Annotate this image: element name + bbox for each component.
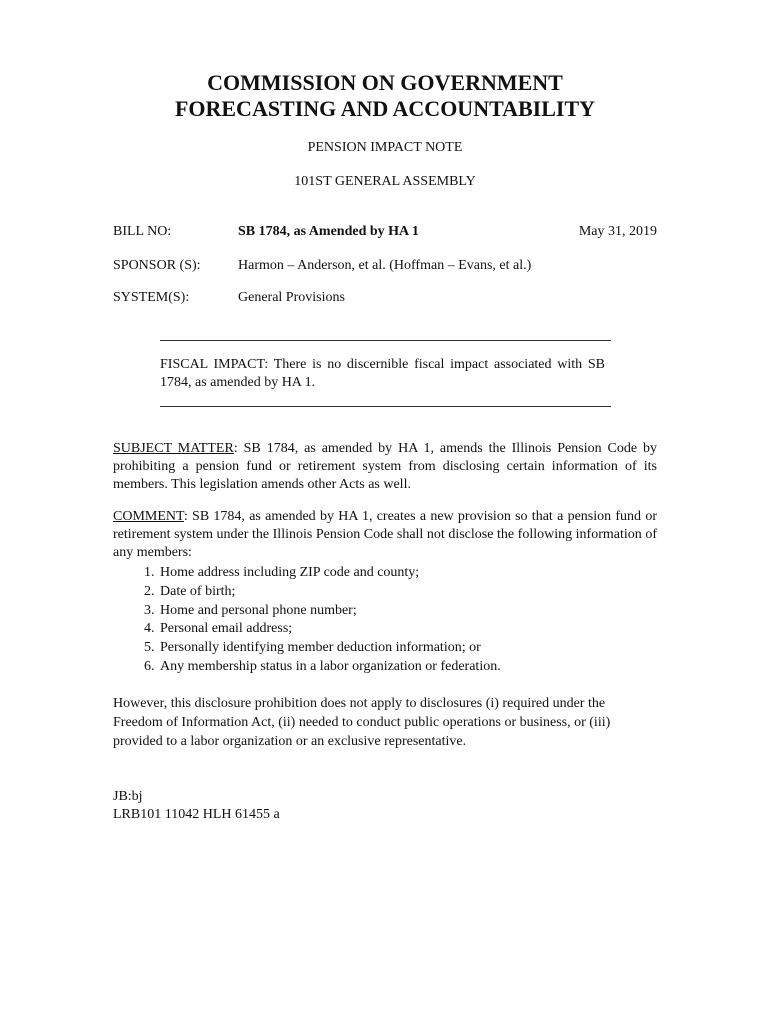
- list-item: 6. Any membership status in a labor organization or federation.: [158, 658, 658, 677]
- subject-matter-text: : SB 1784, as amended by HA 1, amends the Illinois Pension Code by prohibiting a pension fund or retirement system from disclosing certain information of its members. This legislation amends other Acts as well.: [113, 441, 657, 492]
- list-item: 2. Date of birth;: [158, 583, 658, 602]
- divider-top: [160, 340, 611, 341]
- list-item: 1. Home address including ZIP code and county;: [158, 564, 658, 583]
- list-item: 4. Personal email address;: [158, 620, 658, 639]
- comment-paragraph: [113, 508, 657, 562]
- author-initials: JB:bj: [113, 789, 143, 804]
- comment-text: : SB 1784, as amended by HA 1, creates a new provision so that a pension fund or retirement system under the Illinois Pension Code shall not disclose the following information of any members:: [113, 509, 657, 560]
- general-assembly: 101ST GENERAL ASSEMBLY: [294, 174, 476, 189]
- note-date: May 31, 2019: [578, 224, 657, 239]
- list-item: 3. Home and personal phone number;: [158, 602, 658, 621]
- subject-matter-heading: SUBJECT MATTER: [113, 441, 234, 456]
- system-value: General Provisions: [238, 290, 345, 305]
- note-type: PENSION IMPACT NOTE: [307, 140, 463, 155]
- however-paragraph: However, this disclosure prohibition does not apply to disclosures (i) required under the Freedom of Information Act, (ii) needed to conduct public operations or business, or (iii) provided to a labor organization or an exclusive representative.: [113, 696, 611, 749]
- divider-bottom: [160, 406, 611, 407]
- comment-heading: COMMENT: [113, 509, 184, 524]
- system-label: SYSTEM(S):: [113, 290, 190, 305]
- list-item: 5. Personally identifying member deduction information; or: [158, 639, 658, 658]
- bill-number: SB 1784, as Amended by HA 1: [238, 224, 419, 239]
- subject-matter-paragraph: [113, 440, 657, 494]
- sponsor-value: Harmon – Anderson, et al. (Hoffman – Evans, et al.): [238, 258, 532, 273]
- fiscal-impact: FISCAL IMPACT: There is no discernible fiscal impact associated with SB 1784, as amended by HA 1.: [160, 357, 605, 390]
- disclosure-list: [113, 564, 658, 677]
- lrb-reference: LRB101 11042 HLH 61455 a: [113, 807, 280, 822]
- bill-label: BILL NO:: [113, 224, 172, 239]
- sponsor-label: SPONSOR (S):: [113, 258, 201, 273]
- document-title-line1: COMMISSION ON GOVERNMENT: [207, 70, 563, 95]
- document-title-line2: FORECASTING AND ACCOUNTABILITY: [174, 96, 596, 121]
